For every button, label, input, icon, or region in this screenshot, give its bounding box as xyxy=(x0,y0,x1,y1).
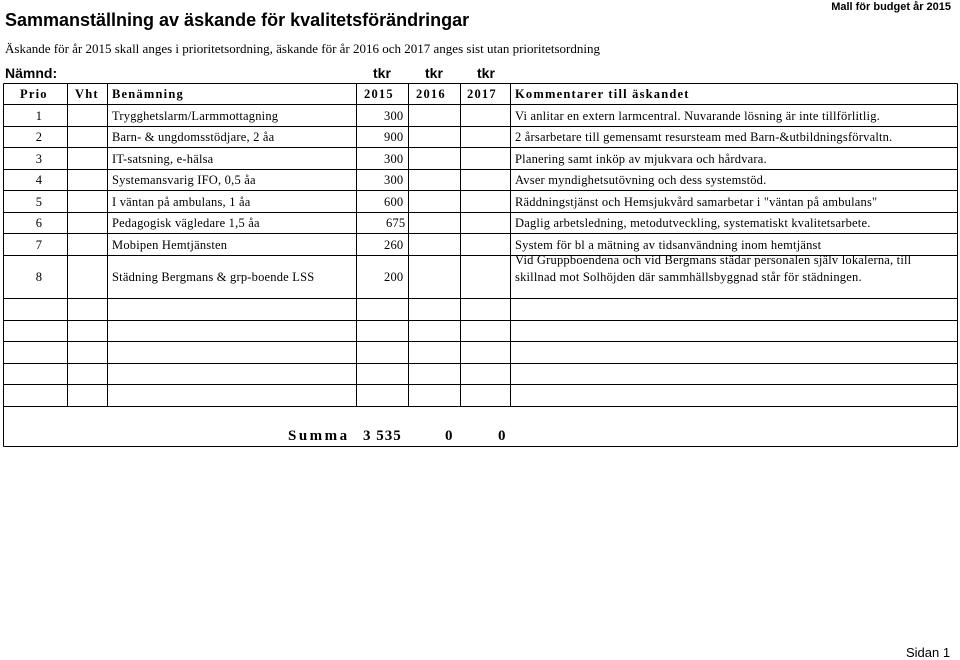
column-header-kommentar: Kommentarer till äskandet xyxy=(515,87,690,101)
unit-label-2017: tkr xyxy=(477,65,495,81)
namnd-label: Nämnd: xyxy=(5,65,58,81)
row-prio: 3 xyxy=(35,152,43,166)
row-value-2015: 900 xyxy=(384,130,404,144)
row-benamning: Systemansvarig IFO, 0,5 åa xyxy=(112,173,256,187)
row-kommentar: Vid Gruppboendena och vid Bergmans städar personalen själv lokalerna, till xyxy=(515,253,912,267)
row-kommentar: Vi anlitar en extern larmcentral. Nuvarande lösning är inte tillförlitlig. xyxy=(515,109,880,123)
unit-label-2015: tkr xyxy=(373,65,391,81)
row-kommentar: Avser myndighetsutövning och dess systemstöd. xyxy=(515,173,767,187)
row-benamning: IT-satsning, e-hälsa xyxy=(112,152,214,166)
column-header-prio: Prio xyxy=(20,87,48,101)
summa-label: Summa xyxy=(288,428,350,444)
column-header-vht: Vht xyxy=(75,87,99,101)
row-kommentar: skillnad mot Solhöjden där sammhällsbyggnad står för städningen. xyxy=(515,270,862,284)
summa-value-2015: 3 535 xyxy=(363,428,402,444)
row-kommentar: Planering samt inköp av mjukvara och hårdvara. xyxy=(515,152,767,166)
column-header-2015: 2015 xyxy=(364,87,394,101)
row-prio: 7 xyxy=(35,238,43,252)
row-benamning: I väntan på ambulans, 1 åa xyxy=(112,195,251,209)
row-value-2015: 260 xyxy=(384,238,404,252)
row-kommentar: System för bl a mätning av tidsanvändning inom hemtjänst xyxy=(515,238,822,252)
row-value-2015: 200 xyxy=(384,270,404,284)
row-benamning: Barn- & ungdomsstödjare, 2 åa xyxy=(112,130,275,144)
row-prio: 1 xyxy=(35,109,43,123)
row-prio: 8 xyxy=(35,270,43,284)
page-title: Sammanställning av äskande för kvalitetsförändringar xyxy=(5,10,470,30)
column-header-2017: 2017 xyxy=(467,87,497,101)
column-header-2016: 2016 xyxy=(416,87,446,101)
row-kommentar: 2 årsarbetare till gemensamt resursteam med Barn-&utbildningsförvaltn. xyxy=(515,130,893,144)
row-value-2015: 300 xyxy=(384,152,404,166)
row-benamning: Trygghetslarm/Larmmottagning xyxy=(112,109,279,123)
row-benamning: Städning Bergmans & grp-boende LSS xyxy=(112,270,315,284)
row-prio: 6 xyxy=(35,216,43,230)
row-prio: 2 xyxy=(35,130,43,144)
row-value-2015: 675 xyxy=(386,216,406,230)
page-number: Sidan 1 xyxy=(906,645,951,660)
row-value-2015: 300 xyxy=(384,109,404,123)
row-prio: 4 xyxy=(35,173,43,187)
row-kommentar: Daglig arbetsledning, metodutveckling, systematiskt kvalitetsarbete. xyxy=(515,216,871,230)
summa-value-2017: 0 xyxy=(498,428,507,444)
row-benamning: Pedagogisk vägledare 1,5 åa xyxy=(112,216,260,230)
template-label: Mall för budget år 2015 xyxy=(831,1,951,13)
row-value-2015: 300 xyxy=(384,173,404,187)
summa-value-2016: 0 xyxy=(445,428,454,444)
row-prio: 5 xyxy=(35,195,43,209)
row-kommentar: Räddningstjänst och Hemsjukvård samarbetar i "väntan på ambulans" xyxy=(515,195,878,209)
row-benamning: Mobipen Hemtjänsten xyxy=(112,238,228,252)
column-header-benamning: Benämning xyxy=(112,87,184,101)
unit-label-2016: tkr xyxy=(425,65,443,81)
row-value-2015: 600 xyxy=(384,195,404,209)
instruction-text: Äskande för år 2015 skall anges i prioritetsordning, äskande för år 2016 och 2017 anges sist utan prioritetsordning xyxy=(5,41,600,56)
